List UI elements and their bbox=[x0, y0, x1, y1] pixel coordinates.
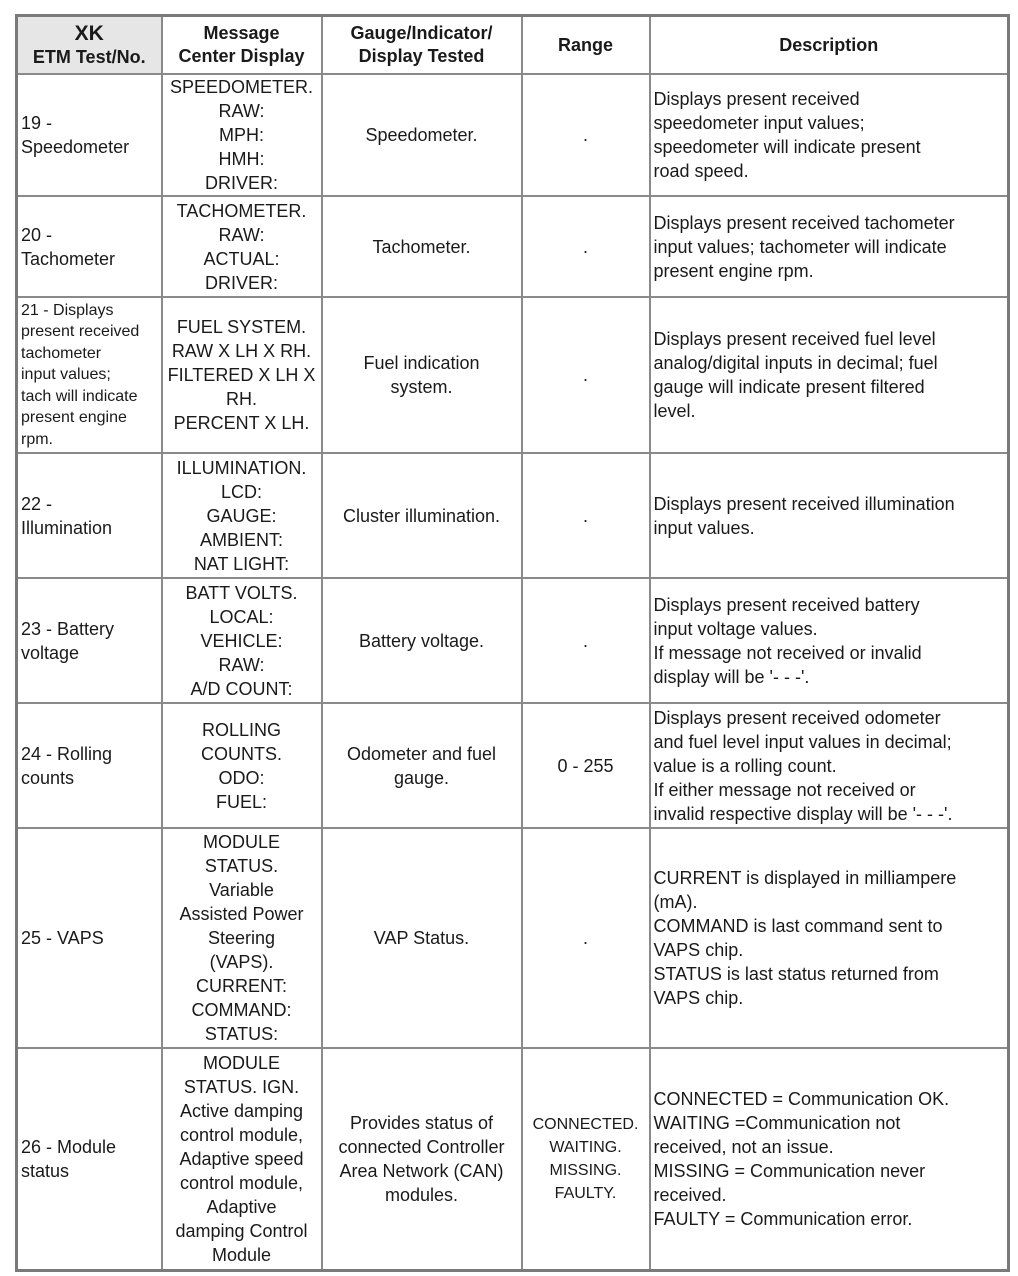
cell-gauge-tested-line: gauge. bbox=[393, 767, 450, 788]
cell-message-center-display-line: RH. bbox=[226, 389, 257, 409]
cell-message-center-display-line: AMBIENT: bbox=[199, 529, 283, 550]
cell-range bbox=[522, 74, 650, 196]
table-row bbox=[17, 578, 1009, 703]
cell-range-line: . bbox=[582, 630, 588, 651]
cell-description-line: input values. bbox=[653, 517, 755, 538]
cell-message-center-display-line: COMMAND: bbox=[191, 1000, 292, 1020]
table-header-row bbox=[17, 16, 1009, 75]
cell-description bbox=[650, 578, 1009, 703]
cell-range bbox=[522, 1048, 650, 1270]
header-gauge-tested: Gauge/Indicator/ Display Tested bbox=[322, 16, 522, 75]
cell-test-number bbox=[17, 578, 162, 703]
cell-range-line: 0 - 255 bbox=[557, 755, 614, 776]
cell-test-number-line: 20 - bbox=[21, 224, 53, 245]
cell-test-number-line: Speedometer bbox=[21, 137, 130, 157]
header-message-center: Message Center Display bbox=[162, 16, 322, 75]
cell-message-center-display-line: Active damping bbox=[179, 1100, 304, 1121]
cell-test-number bbox=[17, 828, 162, 1048]
cell-description-line: If either message not received or bbox=[653, 779, 916, 800]
cell-message-center-display bbox=[162, 74, 322, 196]
cell-gauge-tested-line: Odometer and fuel bbox=[346, 743, 497, 764]
cell-message-center-display-line: CURRENT: bbox=[195, 976, 287, 996]
cell-message-center-display-line: RAW X LH X RH. bbox=[171, 341, 312, 361]
cell-description-line: WAITING =Communication not bbox=[653, 1112, 901, 1133]
table-row bbox=[17, 74, 1009, 196]
cell-description-line: VAPS chip. bbox=[653, 988, 744, 1008]
cell-test-number-line: tach will indicate bbox=[21, 387, 138, 405]
cell-description-line: level. bbox=[653, 401, 696, 421]
cell-description-line: value is a rolling count. bbox=[653, 755, 837, 776]
cell-gauge-tested bbox=[322, 453, 522, 578]
cell-gauge-tested-line: Battery voltage. bbox=[358, 630, 485, 651]
cell-test-number bbox=[17, 453, 162, 578]
cell-message-center-display-line: TACHOMETER. bbox=[176, 200, 307, 221]
cell-range bbox=[522, 578, 650, 703]
cell-message-center-display-line: DRIVER: bbox=[204, 173, 278, 193]
cell-message-center-display-line: ACTUAL: bbox=[203, 248, 280, 269]
cell-description bbox=[650, 703, 1009, 828]
cell-message-center-display-line: RAW: bbox=[218, 101, 265, 121]
cell-test-number-line: 23 - Battery bbox=[21, 618, 115, 639]
cell-range-line: . bbox=[582, 365, 588, 385]
cell-message-center-display-line: Module bbox=[211, 1244, 272, 1265]
cell-range bbox=[522, 196, 650, 297]
cell-gauge-tested-line: Fuel indication bbox=[363, 353, 480, 373]
cell-description-line: display will be '- - -'. bbox=[653, 666, 810, 687]
cell-test-number-line: input values; bbox=[21, 366, 111, 384]
cell-description bbox=[650, 297, 1009, 453]
cell-range-line: . bbox=[582, 928, 588, 948]
cell-description bbox=[650, 74, 1009, 196]
cell-message-center-display-line: PERCENT X LH. bbox=[173, 413, 310, 433]
cell-message-center-display-line: Adaptive bbox=[206, 1196, 277, 1217]
cell-message-center-display-line: ODO: bbox=[218, 767, 265, 788]
cell-test-number bbox=[17, 703, 162, 828]
cell-gauge-tested bbox=[322, 578, 522, 703]
cell-message-center-display-line: LOCAL: bbox=[209, 606, 274, 627]
cell-message-center-display bbox=[162, 828, 322, 1048]
cell-description-line: Displays present received bbox=[653, 89, 860, 109]
cell-test-number-line: 19 - bbox=[21, 113, 53, 133]
cell-description-line: present engine rpm. bbox=[653, 260, 814, 281]
cell-test-number bbox=[17, 196, 162, 297]
cell-message-center-display-line: RAW: bbox=[218, 224, 265, 245]
table-row bbox=[17, 828, 1009, 1048]
cell-message-center-display bbox=[162, 703, 322, 828]
cell-message-center-display-line: Adaptive speed bbox=[179, 1148, 304, 1169]
cell-test-number bbox=[17, 297, 162, 453]
cell-test-number-line: 25 - VAPS bbox=[21, 928, 104, 948]
cell-range bbox=[522, 297, 650, 453]
cell-description-line: input voltage values. bbox=[653, 618, 818, 639]
cell-gauge-tested-line: system. bbox=[390, 377, 453, 397]
cell-message-center-display-line: STATUS. IGN. bbox=[183, 1076, 300, 1097]
cell-message-center-display-line: A/D COUNT: bbox=[190, 678, 293, 699]
cell-range bbox=[522, 828, 650, 1048]
cell-description-line: (mA). bbox=[653, 892, 698, 912]
cell-description-line: COMMAND is last command sent to bbox=[653, 916, 943, 936]
cell-test-number-line: rpm. bbox=[21, 430, 53, 448]
cell-test-number-line: counts bbox=[21, 767, 75, 788]
cell-description-line: speedometer input values; bbox=[653, 113, 865, 133]
cell-message-center-display-line: MODULE bbox=[202, 1052, 280, 1073]
cell-message-center-display-line: FUEL SYSTEM. bbox=[176, 317, 307, 337]
cell-description-line: MISSING = Communication never bbox=[653, 1160, 926, 1181]
cell-message-center-display-line: BATT VOLTS. bbox=[185, 582, 298, 603]
cell-message-center-display-line: ILLUMINATION. bbox=[176, 457, 307, 478]
cell-gauge-tested bbox=[322, 828, 522, 1048]
table-row bbox=[17, 297, 1009, 453]
cell-message-center-display bbox=[162, 1048, 322, 1270]
cell-message-center-display-line: STATUS. bbox=[204, 856, 279, 876]
header-description: Description bbox=[650, 16, 1009, 75]
cell-description-line: Displays present received tachometer bbox=[653, 212, 955, 233]
header-etm-test bbox=[17, 16, 162, 75]
cell-range-line: CONNECTED. bbox=[532, 1115, 639, 1133]
cell-message-center-display-line: Variable bbox=[209, 880, 274, 900]
cell-gauge-tested bbox=[322, 297, 522, 453]
cell-description-line: analog/digital inputs in decimal; fuel bbox=[653, 353, 938, 373]
cell-range-line: FAULTY. bbox=[554, 1184, 617, 1202]
cell-message-center-display-line: STATUS: bbox=[204, 1024, 279, 1044]
cell-test-number-line: 21 - Displays bbox=[21, 301, 114, 319]
cell-gauge-tested bbox=[322, 703, 522, 828]
cell-test-number bbox=[17, 1048, 162, 1270]
cell-test-number-line: voltage bbox=[21, 642, 80, 663]
cell-message-center-display-line: SPEEDOMETER. bbox=[169, 77, 314, 97]
cell-description-line: gauge will indicate present filtered bbox=[653, 377, 925, 397]
header-etm-test-label: ETM Test/No. bbox=[32, 46, 146, 67]
cell-range-line: . bbox=[582, 236, 588, 257]
cell-message-center-display-line: MPH: bbox=[219, 125, 264, 145]
cell-message-center-display-line: LCD: bbox=[220, 481, 262, 502]
table-row bbox=[17, 703, 1009, 828]
cell-message-center-display-line: MODULE bbox=[202, 832, 280, 852]
cell-description-line: input values; tachometer will indicate bbox=[653, 236, 947, 257]
cell-gauge-tested-line: Provides status of bbox=[349, 1112, 494, 1133]
etm-test-table bbox=[15, 14, 1010, 1272]
cell-gauge-tested-line: Area Network (CAN) bbox=[339, 1160, 504, 1181]
cell-description-line: Displays present received fuel level bbox=[653, 329, 936, 349]
cell-gauge-tested bbox=[322, 1048, 522, 1270]
cell-description-line: FAULTY = Communication error. bbox=[653, 1208, 913, 1229]
cell-range bbox=[522, 453, 650, 578]
cell-gauge-tested-line: Speedometer. bbox=[365, 125, 478, 145]
cell-range bbox=[522, 703, 650, 828]
cell-description-line: CONNECTED = Communication OK. bbox=[653, 1088, 950, 1109]
cell-test-number-line: Illumination bbox=[21, 517, 113, 538]
cell-test-number-line: status bbox=[21, 1160, 70, 1181]
cell-message-center-display-line: HMH: bbox=[218, 149, 265, 169]
header-range: Range bbox=[522, 16, 650, 75]
cell-description-line: VAPS chip. bbox=[653, 940, 744, 960]
cell-test-number-line: 26 - Module bbox=[21, 1136, 117, 1157]
table-row bbox=[17, 196, 1009, 297]
cell-range-line: MISSING. bbox=[549, 1161, 622, 1179]
cell-description-line: received. bbox=[653, 1184, 727, 1205]
cell-description-line: received, not an issue. bbox=[653, 1136, 834, 1157]
header-xk: XK bbox=[74, 21, 104, 45]
cell-description-line: CURRENT is displayed in milliampere bbox=[653, 868, 957, 888]
cell-message-center-display-line: Steering bbox=[207, 928, 276, 948]
cell-description bbox=[650, 828, 1009, 1048]
cell-message-center-display-line: COUNTS. bbox=[201, 743, 282, 764]
cell-description-line: STATUS is last status returned from bbox=[653, 964, 939, 984]
cell-range-line: . bbox=[582, 125, 588, 145]
cell-description-line: If message not received or invalid bbox=[653, 642, 922, 663]
cell-gauge-tested bbox=[322, 74, 522, 196]
cell-description-line: invalid respective display will be '- - -'. bbox=[653, 803, 953, 824]
cell-message-center-display-line: RAW: bbox=[218, 654, 265, 675]
cell-gauge-tested-line: Cluster illumination. bbox=[342, 505, 501, 526]
cell-test-number-line: Tachometer bbox=[21, 248, 116, 269]
cell-description bbox=[650, 1048, 1009, 1270]
cell-gauge-tested-line: modules. bbox=[384, 1184, 459, 1205]
cell-gauge-tested-line: VAP Status. bbox=[373, 928, 470, 948]
cell-gauge-tested-line: connected Controller bbox=[338, 1136, 505, 1157]
cell-message-center-display bbox=[162, 578, 322, 703]
cell-test-number-line: tachometer bbox=[21, 344, 102, 362]
cell-message-center-display-line: NAT LIGHT: bbox=[193, 553, 290, 574]
cell-message-center-display bbox=[162, 297, 322, 453]
cell-test-number-line: 24 - Rolling bbox=[21, 743, 113, 764]
cell-description-line: Displays present received illumination bbox=[653, 493, 955, 514]
cell-message-center-display-line: DRIVER: bbox=[204, 272, 278, 293]
table-row bbox=[17, 453, 1009, 578]
cell-test-number-line: 22 - bbox=[21, 493, 53, 514]
cell-message-center-display-line: GAUGE: bbox=[206, 505, 277, 526]
cell-message-center-display-line: FUEL: bbox=[215, 791, 267, 812]
cell-message-center-display-line: VEHICLE: bbox=[200, 630, 283, 651]
table-row bbox=[17, 1048, 1009, 1270]
cell-description-line: road speed. bbox=[653, 161, 749, 181]
cell-message-center-display bbox=[162, 453, 322, 578]
cell-message-center-display-line: control module, bbox=[179, 1172, 304, 1193]
cell-message-center-display-line: Assisted Power bbox=[179, 904, 304, 924]
cell-description bbox=[650, 196, 1009, 297]
cell-message-center-display-line: ROLLING bbox=[201, 719, 282, 740]
cell-test-number bbox=[17, 74, 162, 196]
cell-message-center-display-line: (VAPS). bbox=[209, 952, 274, 972]
cell-message-center-display bbox=[162, 196, 322, 297]
cell-description-line: Displays present received battery bbox=[653, 594, 920, 615]
cell-description-line: Displays present received odometer bbox=[653, 707, 941, 728]
cell-gauge-tested bbox=[322, 196, 522, 297]
cell-message-center-display-line: control module, bbox=[179, 1124, 304, 1145]
cell-description bbox=[650, 453, 1009, 578]
cell-description-line: and fuel level input values in decimal; bbox=[653, 731, 952, 752]
table-body bbox=[17, 74, 1009, 1270]
cell-description-line: speedometer will indicate present bbox=[653, 137, 921, 157]
cell-gauge-tested-line: Tachometer. bbox=[372, 236, 471, 257]
cell-test-number-line: present engine bbox=[21, 409, 127, 427]
cell-message-center-display-line: damping Control bbox=[175, 1220, 308, 1241]
cell-test-number-line: present received bbox=[21, 323, 140, 341]
cell-message-center-display-line: FILTERED X LH X bbox=[167, 365, 316, 385]
cell-range-line: . bbox=[582, 505, 588, 526]
cell-range-line: WAITING. bbox=[549, 1138, 622, 1156]
